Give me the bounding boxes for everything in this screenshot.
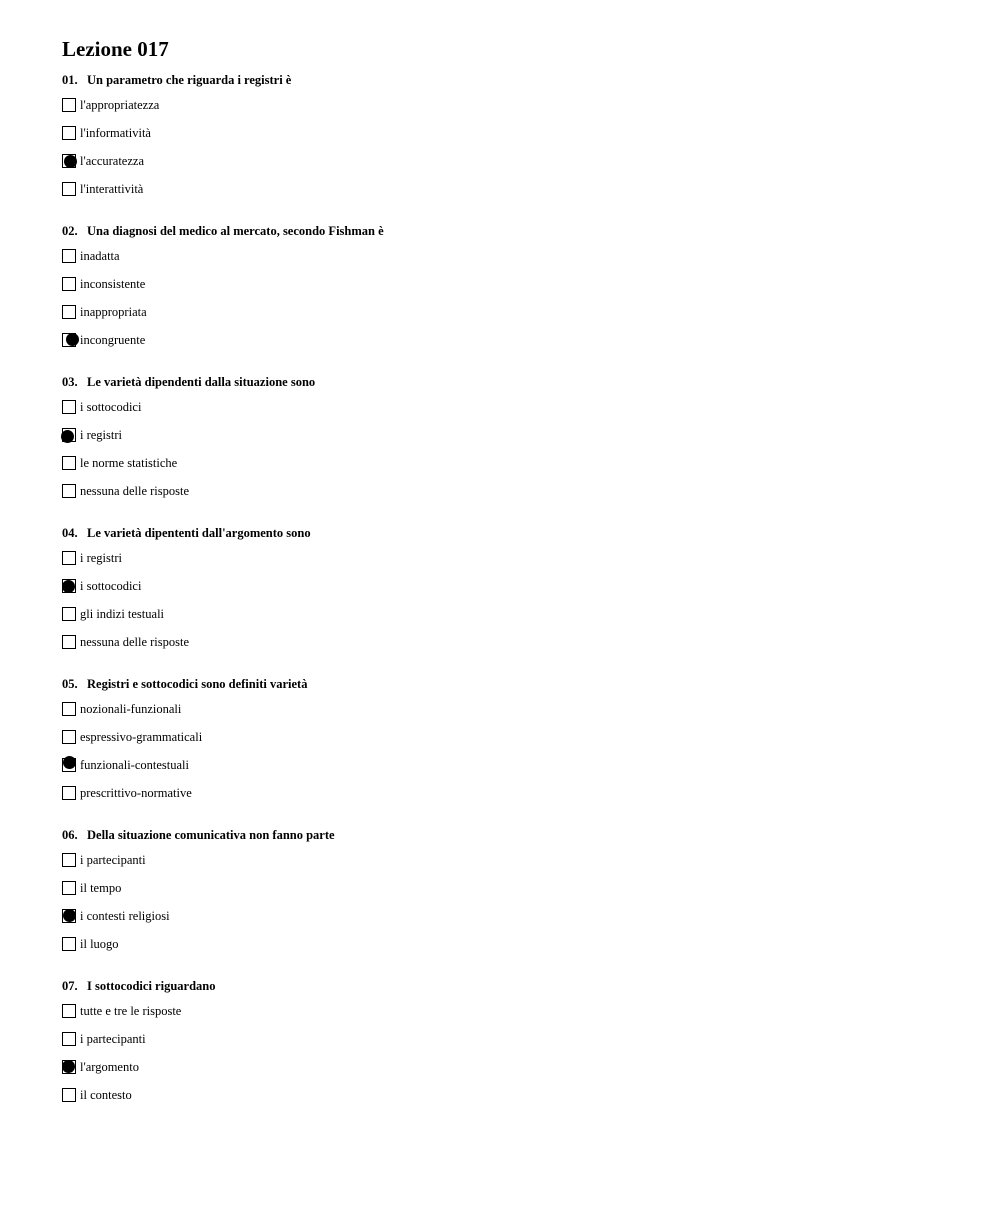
- question-number: 03.: [62, 375, 78, 389]
- question-block: [62, 676, 307, 814]
- answer-options: [62, 249, 384, 361]
- answer-option[interactable]: [62, 607, 311, 635]
- answer-option[interactable]: [62, 853, 335, 881]
- answer-option-label: nozionali-funzionali: [80, 702, 182, 716]
- answer-option-label: l'argomento: [80, 1060, 139, 1074]
- answer-checkbox[interactable]: [62, 249, 76, 263]
- answer-option[interactable]: [62, 182, 291, 210]
- answer-checkbox[interactable]: [62, 702, 76, 716]
- answer-option-label: nessuna delle risposte: [80, 484, 190, 498]
- answer-option-label: i partecipanti: [80, 853, 146, 867]
- question-heading: [62, 676, 307, 692]
- answer-option-label: nessuna delle risposte: [80, 635, 190, 649]
- answer-option[interactable]: [62, 786, 307, 814]
- answer-option-label: il contesto: [80, 1088, 132, 1102]
- question-block: [62, 374, 315, 512]
- answer-option-label: l'informatività: [80, 126, 151, 140]
- answer-option[interactable]: [62, 98, 291, 126]
- selected-mark-icon: [62, 1060, 75, 1073]
- answer-options: [62, 702, 307, 814]
- answer-checkbox[interactable]: [62, 400, 76, 414]
- page-title: Lezione 017: [62, 37, 169, 61]
- answer-checkbox[interactable]: [62, 1088, 76, 1102]
- answer-options: [62, 1004, 215, 1116]
- answer-checkbox[interactable]: [62, 1032, 76, 1046]
- answer-option[interactable]: [62, 333, 384, 361]
- answer-checkbox[interactable]: [62, 853, 76, 867]
- answer-option[interactable]: [62, 249, 384, 277]
- question-text: I sottocodici riguardano: [87, 979, 216, 993]
- answer-option[interactable]: [62, 551, 311, 579]
- question-number: 06.: [62, 828, 78, 842]
- answer-checkbox[interactable]: [62, 786, 76, 800]
- answer-option[interactable]: [62, 1004, 215, 1032]
- answer-checkbox[interactable]: [62, 635, 76, 649]
- answer-checkbox[interactable]: [62, 881, 76, 895]
- question-text: Le varietà dipententi dall'argomento sono: [87, 526, 311, 540]
- selected-mark-icon: [66, 333, 79, 346]
- question-heading: [62, 827, 335, 843]
- answer-option-label: espressivo-grammaticali: [80, 730, 203, 744]
- selected-mark-icon: [63, 756, 76, 769]
- question-block: [62, 978, 215, 1116]
- answer-option-label: l'appropriatezza: [80, 98, 160, 112]
- question-number: 04.: [62, 526, 78, 540]
- answer-option[interactable]: [62, 1088, 215, 1116]
- question-number: 05.: [62, 677, 78, 691]
- document-page: [62, 35, 962, 1102]
- answer-option[interactable]: [62, 909, 335, 937]
- answer-option[interactable]: [62, 1060, 215, 1088]
- answer-option[interactable]: [62, 937, 335, 965]
- answer-checkbox[interactable]: [62, 730, 76, 744]
- question-heading: [62, 978, 215, 994]
- question-block: [62, 827, 335, 965]
- answer-checkbox[interactable]: [62, 305, 76, 319]
- answer-checkbox[interactable]: [62, 98, 76, 112]
- answer-checkbox[interactable]: [62, 277, 76, 291]
- answer-option-label: gli indizi testuali: [80, 607, 165, 621]
- answer-option-label: i sottocodici: [80, 400, 142, 414]
- answer-option-label: inadatta: [80, 249, 120, 263]
- answer-checkbox[interactable]: [62, 182, 76, 196]
- selected-mark-icon: [63, 909, 76, 922]
- question-text: Un parametro che riguarda i registri è: [87, 73, 292, 87]
- answer-option-label: l'interattività: [80, 182, 144, 196]
- answer-option-label: incongruente: [80, 333, 146, 347]
- question-block: [62, 72, 291, 210]
- answer-option-label: le norme statistiche: [80, 456, 178, 470]
- selected-mark-icon: [61, 430, 74, 443]
- answer-option-label: funzionali-contestuali: [80, 758, 189, 772]
- answer-option[interactable]: [62, 730, 307, 758]
- question-heading: [62, 374, 315, 390]
- answer-option-label: l'accuratezza: [80, 154, 144, 168]
- answer-option-label: prescrittivo-normative: [80, 786, 192, 800]
- answer-option[interactable]: [62, 484, 315, 512]
- question-number: 01.: [62, 73, 78, 87]
- answer-option[interactable]: [62, 277, 384, 305]
- answer-options: [62, 400, 315, 512]
- answer-option-label: inconsistente: [80, 277, 146, 291]
- answer-option-label: inappropriata: [80, 305, 147, 319]
- answer-option[interactable]: [62, 1032, 215, 1060]
- answer-option[interactable]: [62, 635, 311, 663]
- answer-option[interactable]: [62, 305, 384, 333]
- question-heading: [62, 223, 384, 239]
- question-text: Le varietà dipendenti dalla situazione sono: [87, 375, 316, 389]
- answer-checkbox[interactable]: [62, 937, 76, 951]
- answer-options: [62, 98, 291, 210]
- answer-option[interactable]: [62, 428, 315, 456]
- answer-option[interactable]: [62, 456, 315, 484]
- answer-option-label: tutte e tre le risposte: [80, 1004, 182, 1018]
- answer-option[interactable]: [62, 881, 335, 909]
- question-heading: [62, 72, 291, 88]
- answer-checkbox[interactable]: [62, 126, 76, 140]
- question-text: Della situazione comunicativa non fanno parte: [87, 828, 335, 842]
- answer-option[interactable]: [62, 126, 291, 154]
- answer-checkbox[interactable]: [62, 551, 76, 565]
- question-number: 02.: [62, 224, 78, 238]
- question-block: [62, 223, 384, 361]
- selected-mark-icon: [64, 155, 77, 168]
- answer-option[interactable]: [62, 579, 311, 607]
- answer-checkbox[interactable]: [62, 607, 76, 621]
- answer-option-label: i contesti religiosi: [80, 909, 170, 923]
- answer-options: [62, 551, 311, 663]
- question-heading: [62, 525, 311, 541]
- answer-option-label: il tempo: [80, 881, 122, 895]
- question-number: 07.: [62, 979, 78, 993]
- answer-option[interactable]: [62, 702, 307, 730]
- answer-option-label: i partecipanti: [80, 1032, 146, 1046]
- answer-option[interactable]: [62, 758, 307, 786]
- answer-checkbox[interactable]: [62, 1004, 76, 1018]
- answer-checkbox[interactable]: [62, 456, 76, 470]
- answer-options: [62, 853, 335, 965]
- answer-option[interactable]: [62, 400, 315, 428]
- selected-mark-icon: [62, 580, 75, 593]
- answer-option[interactable]: [62, 154, 291, 182]
- answer-checkbox[interactable]: [62, 484, 76, 498]
- question-block: [62, 525, 311, 663]
- answer-option-label: i registri: [80, 551, 123, 565]
- answer-option-label: i registri: [80, 428, 123, 442]
- question-text: Una diagnosi del medico al mercato, secondo Fishman è: [87, 224, 384, 238]
- answer-option-label: il luogo: [80, 937, 119, 951]
- question-text: Registri e sottocodici sono definiti varietà: [87, 677, 308, 691]
- answer-option-label: i sottocodici: [80, 579, 142, 593]
